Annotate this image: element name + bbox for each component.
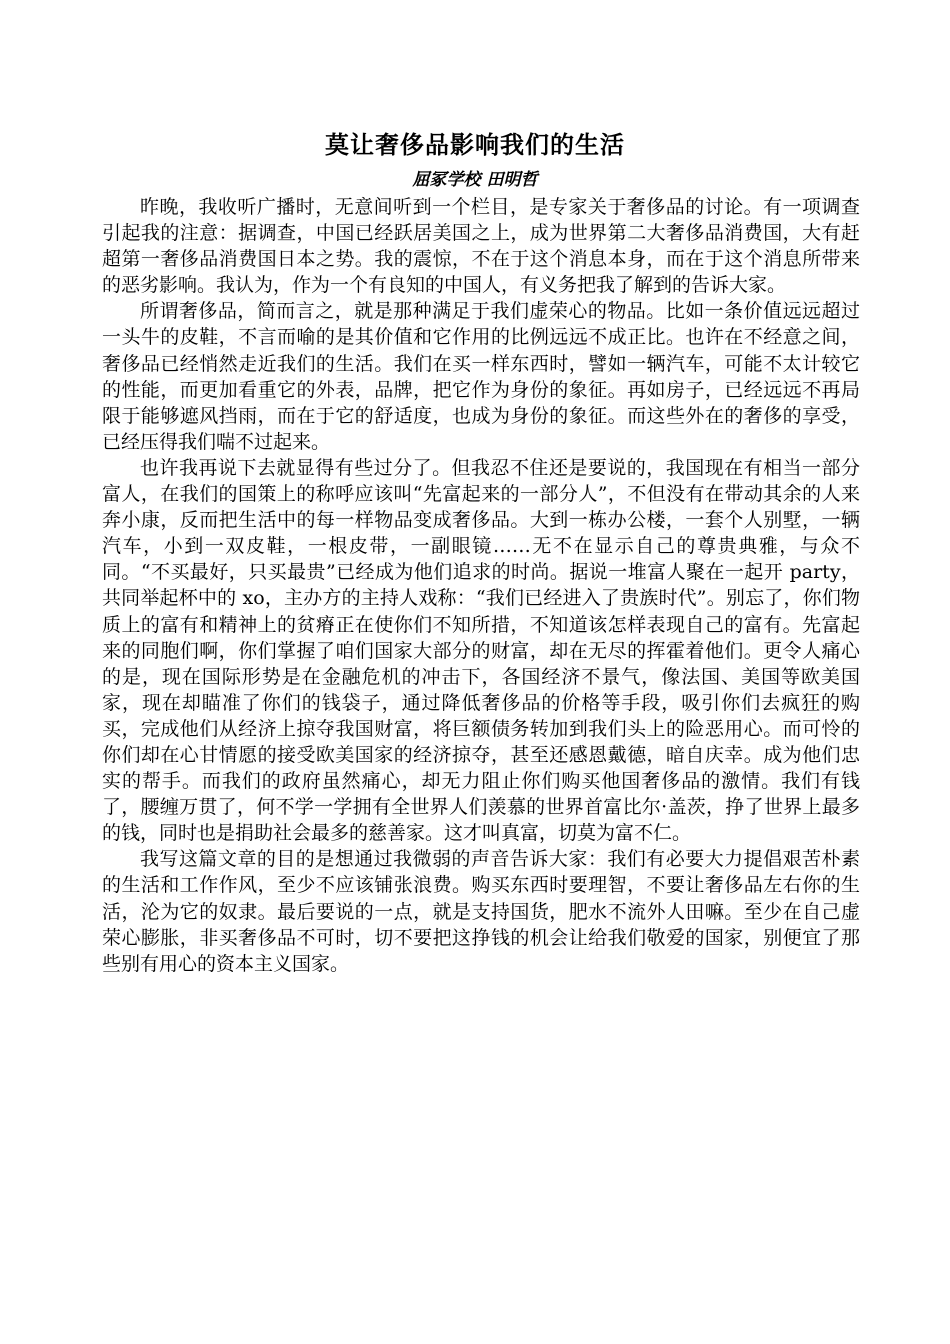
paragraph-1: 昨晚，我收听广播时，无意间听到一个栏目，是专家关于奢侈品的讨论。有一项调查引起我的注意：据调查，中国已经跃居美国之上，成为世界第二大奢侈品消费国，大有赶超第一奢侈品消费国日本之势。我的震惊，不在于这个消息本身，而在于这个消息所带来的恶劣影响。我认为，作为一个有良知的中国人，有义务把我了解到的告诉大家。	[102, 196, 860, 297]
paragraph-4: 我写这篇文章的目的是想通过我微弱的声音告诉大家：我们有必要大力提倡艰苦朴素的生活和工作作风，至少不应该铺张浪费。购买东西时要理智，不要让奢侈品左右你的生活，沦为它的奴隶。最后要说的一点，就是支持国货，肥水不流外人田嘛。至少在自己虚荣心膨胀，非买奢侈品不可时，切不要把这挣钱的机会让给我们敬爱的国家，别便宜了那些别有用心的资本主义国家。	[102, 848, 860, 975]
paragraph-3: 也许我再说下去就显得有些过分了。但我忍不住还是要说的，我国现在有相当一部分富人，在我们的国策上的称呼应该叫“先富起来的一部分人”，不但没有在带动其余的人来奔小康，反而把生活中的每一样物品变成奢侈品。大到一栋办公楼，一套个人别墅，一辆汽车，小到一双皮鞋，一根皮带，一副眼镜……无不在显示自己的尊贵典雅，与众不同。“不买最好，只买最贵”已经成为他们追求的时尚。据说一堆富人聚在一起开 party，共同举起杯中的 xo，主办方的主持人戏称：“我们已经进入了贵族时代”。别忘了，你们物质上的富有和精神上的贫瘠正在使你们不知所措，不知道该怎样表现自己的富有。先富起来的同胞们啊，你们掌握了咱们国家大部分的财富，却在无尽的挥霍着他们。更令人痛心的是，现在国际形势是在金融危机的冲击下，各国经济不景气，像法国、美国等欧美国家，现在却瞄准了你们的钱袋子，通过降低奢侈品的价格等手段，吸引你们去疯狂的购买，完成他们从经济上掠夺我国财富，将巨额债务转加到我们头上的险恶用心。而可怜的你们却在心甘情愿的接受欧美国家的经济掠夺，甚至还感恩戴德，暗自庆幸。成为他们忠实的帮手。而我们的政府虽然痛心，却无力阻止你们购买他国奢侈品的激情。我们有钱了，腰缠万贯了，何不学一学拥有全世界人们羡慕的世界首富比尔·盖茨，挣了世界上最多的钱，同时也是捐助社会最多的慈善家。这才叫真富，切莫为富不仁。	[102, 456, 860, 845]
document-title: 莫让奢侈品影响我们的生活	[325, 131, 625, 159]
author-byline: 屈冢学校 田明哲	[412, 170, 538, 190]
paragraph-2: 所谓奢侈品，简而言之，就是那种满足于我们虚荣心的物品。比如一条价值远远超过一头牛的皮鞋，不言而喻的是其价值和它作用的比例远远不成正比。也许在不经意之间，奢侈品已经悄然走近我们的生活。我们在买一样东西时，譬如一辆汽车，可能不太计较它的性能，而更加看重它的外表，品牌，把它作为身份的象征。再如房子，已经远远不再局限于能够遮风挡雨，而在于它的舒适度，也成为身份的象征。而这些外在的奢侈的享受，已经压得我们喘不过起来。	[102, 300, 860, 453]
article-body	[102, 194, 860, 977]
